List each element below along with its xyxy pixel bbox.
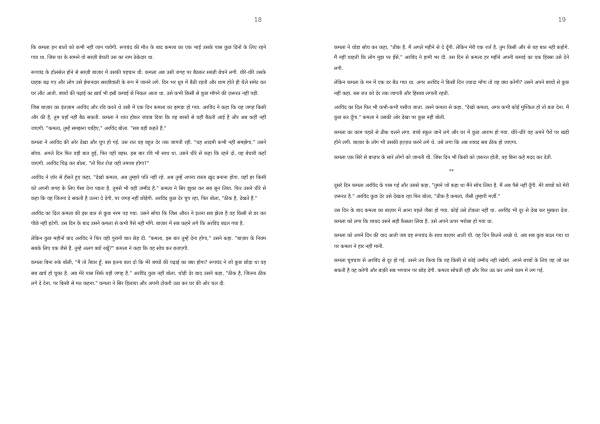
paragraph: कमला चुपचाप से अरविंद से दूर हो गई. उसने तय किया कि वह किसी से कोई उम्मीद नहीं रखेगी. अपने बच्चों के लिए वह जो कर सकती है वह करेगी और बाक़ी सब भगवान पर छोड़ देगी. कमला सोचती रही और फिर उठ कर अपने काम में लग गई. (334, 257, 569, 275)
right-page (300, 0, 600, 424)
paragraph: लेकिन कुछ महीनों बाद अरविंद ने फिर वही पुरानी बात छेड़ दी. "कमला, इस बार तुम्हें देना होगा," उसने कहा. "बाज़ार के नियम सबके लिए एक जैसे हैं. तुम्हें अलग क्यों रखूँ?" कमला ने कहा कि वह सोच कर बताएगी. (31, 235, 266, 252)
paragraph: जिस बाज़ार का इंतज़ाम अरविंद और रवि करते थे उसी में एक दिन कमला का झगड़ा हो गया. अरविंद ने कहा कि यह जगह किसी और की है, तुम यहाँ नहीं बैठ सकती. कमला ने शांत होकर जवाब दिया कि वह बरसों से यहीं बैठती आई है और अब कहीं नहीं जाएगी. "कमला, तुम्हें समझना चाहिए," अरविंद बोला. "सब यही कहते हैं." (31, 105, 266, 132)
paragraph: अरविंद का दिल फिर भी कभी-कभी पसीज जाता. उसने कमला से कहा, "देखो कमला, अगर कभी कोई मुश्किल हो तो बता देना. मैं कुछ कर दूँगा." कमला ने उसकी ओर देखा पर कुछ नहीं बोली. (334, 105, 569, 122)
paragraph: कमला का काम पहले से ठीक चलने लगा. बच्चे स्कूल जाने लगे और घर में कुछ आराम हो गया. धीरे-धीरे वह अपने पैरों पर खड़ी होने लगी. बाज़ार के लोग भी उसकी इज़्ज़त करने लगे थे. उसे लगा कि अब शायद सब ठीक हो जाएगा. (334, 129, 569, 147)
page-body (334, 43, 569, 281)
paragraph: दूसरे दिन कमला अरविंद के पास गई और उससे कहा, "तुमने जो कहा था मैंने सोच लिया है. मैं अब पैसे नहीं दूँगी. मेरे बच्चों को मेरी ज़रूरत है." अरविंद कुछ देर उसे देखता रहा फिर बोला, "ठीक है कमला, जैसी तुम्हारी मर्ज़ी." (334, 183, 569, 200)
page-body (31, 43, 266, 294)
page-number: 19 (558, 17, 566, 24)
paragraph: कमला एक सिरे से बाज़ार के सारे लोगों को जानती थी. जिस दिन भी किसी को ज़रूरत होती, वह बिना कहे मदद कर देती. (334, 154, 553, 161)
paragraph: लेकिन कमला के मन में एक डर बैठ गया था. अगर अरविंद ने किसी दिन ज़्यादा माँगा तो वह क्या करेगी? उसने अपने बच्चों से कुछ नहीं कहा. बस रात को देर तक जागती और हिसाब लगाती रहती. (334, 80, 569, 97)
paragraph: उस दिन के बाद कमला का बाज़ार में आना पहले जैसा हो गया. कोई उसे टोकता नहीं था. अरविंद भी दूर से देख कर मुस्करा देता. कमला को लगा कि शायद उसने सही फ़ैसला लिया है. उसे अपने ऊपर भरोसा हो गया था. (334, 208, 569, 225)
page-number: 18 (254, 17, 262, 24)
paragraph: कमला को अपने दिन की याद आती जब वह रूपचंद के साथ बाज़ार आती थी. वह दिन कितने अच्छे थे. अब सब कुछ बदल गया था पर कमला ने हार नहीं मानी. (334, 233, 569, 250)
paragraph: कमला ने थोड़ा सोच कर कहा, "ठीक है. मैं अगले महीने से दे दूँगी. लेकिन मेरी एक शर्त है. तुम किसी और से यह बात नहीं कहोगे. मैं नहीं चाहती कि लोग मुझ पर हँसें." अरविंद ने हामी भर दी. उस दिन से कमला हर महीने अपनी कमाई का एक हिस्सा उसे देने लगी. (334, 45, 569, 72)
paragraph: कमला ने अरविंद की ओर देखा और चुप हो गई. उस रात वह बहुत देर तक जागती रही. "यह आदमी कभी नहीं समझेगा," उसने सोचा. अगले दिन फिर वही बात हुई, फिर वही बहस. इस बार रवि भी साथ था. उसने धीरे से कहा कि रहने दो, यह बेचारी कहाँ जाएगी. अरविंद चिढ़ कर बोला, "तो फिर रोज़ यही तमाशा होगा?" (31, 140, 266, 168)
paragraph: अरविंद का दिल कमला की इस बात से कुछ नरम पड़ गया. उसने सोचा कि जिस औरत ने इतना सब झेला है वह किसी से डर कर पीछे नहीं हटेगी. उस दिन के बाद उसने कमला से कभी पैसे नहीं माँगे. बाज़ार में सब कहने लगे कि अरविंद बदल गया है. (31, 210, 266, 228)
paragraph: कि कमला इन बातों को कभी नहीं जान पायेगी. रूपचंद की मौत के बाद कमला का एक भाई उसके पास कुछ दिनों के लिए रहने गया था. जिस घर के सामने वो सब्ज़ी बेचती उस का नाम ठेकेदार था. (31, 45, 266, 62)
section-divider: ** (449, 169, 454, 176)
paragraph: कमला बिना रुके बोली, "मैं तो तैयार हूँ. बस इतना बता दो कि मेरे बच्चों की पढ़ाई का क्या होगा? रूपचंद ने जो कुछ छोड़ा था वह सब ख़र्च हो चुका है. अब मेरे पास सिर्फ़ यही जगह है." अरविंद कुछ नहीं बोला. थोड़ी देर बाद उसने कहा, "ठीक है, जितना ठीक लगे दे देना. पर किसी से मत कहना." कमला ने सिर हिलाया और अपनी टोकरी उठा कर घर की ओर चल दी. (31, 260, 266, 288)
paragraph: अरविंद ने ज़ोर से हँसते हुए कहा, "देखो कमला, अब तुम्हारे पति नहीं रहे. अब तुम्हें अपना रास्ता ख़ुद बनाना होगा. यहाँ हर किसी को अपनी जगह के लिए पैसा देना पड़ता है. तुमसे भी यही उम्मीद है." कमला ने सिर झुका कर सब सुन लिया. फिर उसने धीरे से कहा कि वह जितना दे सकती है उतना दे देगी, पर जगह नहीं छोड़ेगी. अरविंद कुछ देर चुप रहा, फिर बोला, "ठीक है, देखते हैं." (31, 175, 266, 203)
paragraph: रूपचंद के होलसेल होने से सब्ज़ी बाज़ार में उसकी पहचान थी. कमला अब उसी जगह पर बैठकर सब्ज़ी बेचने लगी. धीरे-धीरे उसके ग्राहक बढ़ गए और लोग उसे ईमानदार सब्ज़ीवाली के रूप में जानने लगे. दिन भर धूप में बैठी रहती और शाम होते ही थैले समेट कर घर लौट आती. बच्चों की पढ़ाई का ख़र्च भी इसी कमाई से निकल आता था. उसे कभी किसी से कुछ माँगने की ज़रूरत नहीं पड़ी. (31, 69, 266, 97)
